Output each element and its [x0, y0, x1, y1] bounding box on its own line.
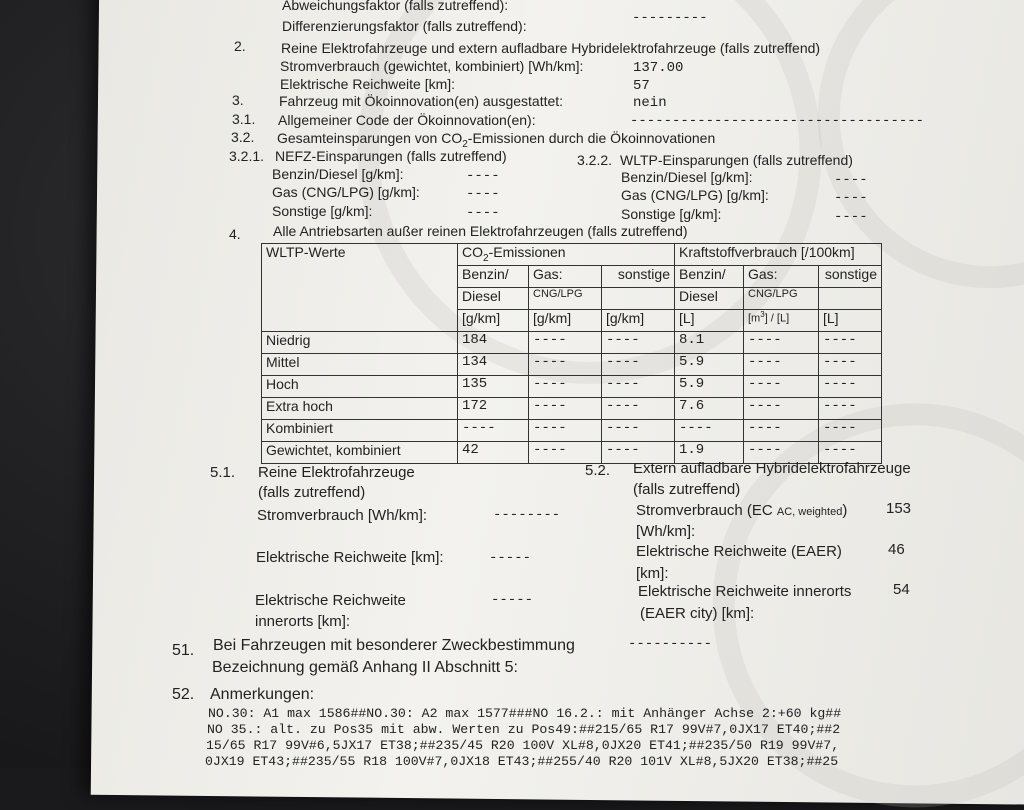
remark-line: 15/65 R17 99V#6,5JX17 ET38;##235/45 R20 100V XL#8,0JX20 ET41;##235/50 R19 99V#7,	[206, 738, 840, 753]
cell-kraft-sonstige: ----	[819, 354, 882, 376]
abweichungsfaktor-label: Abweichungsfaktor (falls zutreffend):	[282, 0, 509, 13]
row-label: Extra hoch	[262, 398, 458, 420]
sec31-label: Allgemeiner Code der Ökoinnovation(en):	[278, 112, 536, 128]
sec52-subtitle: (falls zutreffend)	[633, 481, 741, 498]
cell-co2-benzin: ----	[458, 420, 529, 442]
cell-kraft-gas: ----	[744, 398, 819, 420]
header-diesel-co2: Diesel	[458, 288, 529, 310]
row-label: Mittel	[262, 354, 458, 376]
sec51-innerorts-label-1: Elektrische Reichweite	[255, 592, 406, 609]
sec322-sonstige-label: Sonstige [g/km]:	[621, 206, 722, 222]
sec2-reichweite-label: Elektrische Reichweite [km]:	[280, 76, 456, 92]
differenzierungsfaktor-label: Differenzierungsfaktor (falls zutreffend):	[282, 18, 527, 34]
header-benzin-diesel-co2: Benzin/	[458, 266, 529, 288]
cell-kraft-benzin: 5.9	[675, 376, 744, 398]
sec52b-title: Anmerkungen:	[210, 686, 315, 703]
table-row	[262, 332, 882, 354]
header-unit-kraft-3: [L]	[819, 310, 882, 332]
cell-kraft-sonstige: ----	[819, 376, 882, 398]
header-gas-co2: Gas:	[529, 266, 602, 288]
row-label: Niedrig	[262, 332, 458, 354]
header-unit-co2-2: [g/km]	[529, 310, 602, 332]
sec321-sonstige-value: ----	[466, 205, 500, 221]
cell-co2-sonstige: ----	[602, 442, 675, 464]
sec322-sonstige-value: ----	[834, 209, 868, 225]
sec322-benzin-label: Benzin/Diesel [g/km]:	[621, 169, 753, 185]
header-sonstige-kraft: sonstige	[819, 266, 882, 288]
cell-co2-sonstige: ----	[602, 354, 675, 376]
sec51-innerorts-value: -----	[491, 592, 534, 608]
sec321-gas-value: ----	[466, 186, 500, 202]
sec51b-label-2: Bezeichnung gemäß Anhang II Abschnitt 5:	[212, 659, 518, 676]
cell-kraft-gas: ----	[744, 376, 819, 398]
sec52-city-value: 54	[893, 581, 910, 598]
sec52-title: Extern aufladbare Hybridelektrofahrzeuge	[633, 460, 911, 477]
sec52b-number: 52.	[172, 686, 195, 703]
sec52-eaer-value: 46	[888, 541, 905, 558]
sec2-strom-value: 137.00	[633, 60, 684, 76]
cell-co2-benzin: 134	[458, 354, 529, 376]
sec31-number: 3.1.	[232, 111, 256, 127]
sec3-value: nein	[633, 95, 667, 111]
sec52-strom-unit: [Wh/km]:	[636, 523, 696, 540]
sec2-strom-label: Stromverbrauch (gewichtet, kombiniert) [Wh/km]:	[280, 58, 584, 74]
cell-co2-gas: ----	[529, 332, 602, 354]
table-row	[262, 354, 882, 376]
sec321-benzin-label: Benzin/Diesel [g/km]:	[272, 166, 404, 182]
sec322-benzin-value: ----	[834, 172, 868, 188]
sec31-value: -----------------------------------	[630, 113, 925, 129]
table-row	[262, 376, 882, 398]
cell-kraft-gas: ----	[744, 442, 819, 464]
table-header-row-1	[262, 244, 882, 266]
sec321-sonstige-label: Sonstige [g/km]:	[272, 203, 373, 219]
sec52-city-unit: (EAER city) [km]:	[640, 605, 755, 622]
cell-kraft-benzin: 5.9	[675, 354, 744, 376]
header-diesel-kraft: Diesel	[675, 288, 744, 310]
sec322-title: WLTP-Einsparungen (falls zutreffend)	[620, 152, 853, 168]
co2-header-cell: $CO_2$-Emissionen	[458, 244, 675, 266]
header-gas-kraft: Gas:	[744, 266, 819, 288]
sec321-title: NEFZ-Einsparungen (falls zutreffend)	[275, 148, 507, 164]
cell-kraft-benzin: ----	[675, 420, 744, 442]
sec32-number: 3.2.	[231, 129, 255, 145]
sec2-reichweite-value: 57	[633, 78, 650, 94]
kraftstoff-header-cell: Kraftstoffverbrauch [/100km]	[675, 244, 882, 266]
row-label: Hoch	[262, 376, 458, 398]
table-corner-cell: WLTP-Werte	[262, 244, 458, 332]
cell-kraft-benzin: 1.9	[675, 442, 744, 464]
sec51-innerorts-label-2: innerorts [km]:	[255, 613, 351, 630]
sec51-strom-value: --------	[493, 507, 561, 523]
sec51b-label-1: Bei Fahrzeugen mit besonderer Zweckbestimmung	[213, 637, 575, 654]
row-label: Kombiniert	[262, 420, 458, 442]
table-row	[262, 398, 882, 420]
wltp-table	[261, 243, 882, 464]
row-label: Gewichtet, kombiniert	[262, 442, 458, 464]
differenzierungsfaktor-value: ---------	[632, 10, 708, 26]
sec32-label: Gesamteinsparungen von $CO_2$-Emissionen durch die Ökoinnovationen	[277, 130, 716, 150]
sec52-number: 5.2.	[585, 462, 611, 479]
remark-line: NO 35.: alt. zu Pos35 mit abw. Werten zu Pos49:##215/65 R17 99V#7,0JX17 ET40;##2	[207, 722, 841, 737]
sec321-benzin-value: ----	[466, 168, 500, 184]
cell-co2-sonstige: ----	[602, 376, 675, 398]
cell-kraft-gas: ----	[744, 354, 819, 376]
header-unit-kraft-2: $[m^3] / [L]$	[744, 310, 819, 332]
cell-kraft-gas: ----	[744, 332, 819, 354]
sec52-strom-label: Stromverbrauch (EC AC, weighted)	[636, 502, 848, 519]
sec2-number: 2.	[234, 38, 246, 54]
cell-kraft-sonstige: ----	[819, 398, 882, 420]
header-sonstige-co2: sonstige	[602, 266, 675, 288]
sec51-reichweite-label: Elektrische Reichweite [km]:	[256, 549, 444, 566]
cell-co2-sonstige: ----	[602, 420, 675, 442]
header-cng-co2: CNG/LPG	[529, 288, 602, 310]
sec51-number: 5.1.	[210, 464, 236, 481]
table-row	[262, 420, 882, 442]
cell-co2-sonstige: ----	[602, 332, 675, 354]
sec52-eaer-unit: [km]:	[636, 565, 669, 582]
sec52-city-label: Elektrische Reichweite innerorts	[638, 583, 852, 600]
header-unit-co2-3: [g/km]	[602, 310, 675, 332]
cell-kraft-sonstige: ----	[819, 442, 882, 464]
sec51b-value: ----------	[628, 636, 713, 652]
sec52-eaer-label: Elektrische Reichweite (EAER)	[636, 543, 842, 560]
sec51b-number: 51.	[172, 642, 195, 659]
cell-co2-gas: ----	[529, 398, 602, 420]
cell-co2-gas: ----	[529, 354, 602, 376]
header-unit-kraft-1: [L]	[675, 310, 744, 332]
cell-kraft-gas: ----	[744, 420, 819, 442]
sec3-number: 3.	[232, 92, 244, 108]
cell-co2-gas: ----	[529, 420, 602, 442]
sec3-label: Fahrzeug mit Ökoinnovation(en) ausgestattet:	[279, 93, 564, 109]
sec51-subtitle: (falls zutreffend)	[258, 484, 366, 501]
cell-co2-sonstige: ----	[602, 398, 675, 420]
header-unit-co2-1: [g/km]	[458, 310, 529, 332]
remark-line: NO.30: A1 max 1586##NO.30: A2 max 1577###NO 16.2.: mit Anhänger Achse 2:+60 kg##	[208, 706, 842, 721]
sec2-title: Reine Elektrofahrzeuge und extern aufladbare Hybridelektrofahrzeuge (falls zutreffend)	[281, 40, 821, 56]
remark-line: 0JX19 ET43;##235/55 R18 100V#7,0JX18 ET43;##255/40 R20 101V XL#8,5JX20 ET38;##25	[205, 754, 839, 769]
header-benzin-diesel-kraft: Benzin/	[675, 266, 744, 288]
cell-co2-gas: ----	[529, 376, 602, 398]
sec322-gas-value: ----	[834, 190, 868, 206]
sec4-title: Alle Antriebsarten außer reinen Elektrofahrzeugen (falls zutreffend)	[273, 223, 688, 239]
sec51-strom-label: Stromverbrauch [Wh/km]:	[257, 507, 428, 524]
sec322-gas-label: Gas (CNG/LPG) [g/km]:	[621, 187, 769, 203]
sec51-reichweite-value: -----	[489, 550, 532, 566]
header-cng-kraft: CNG/LPG	[744, 288, 819, 310]
cell-kraft-sonstige: ----	[819, 420, 882, 442]
sec322-number: 3.2.2.	[577, 152, 613, 168]
sec321-number: 3.2.1.	[229, 148, 265, 164]
cell-co2-benzin: 172	[458, 398, 529, 420]
cell-co2-benzin: 135	[458, 376, 529, 398]
cell-kraft-benzin: 8.1	[675, 332, 744, 354]
sec52-strom-value: 153	[886, 500, 912, 517]
cell-co2-benzin: 42	[458, 442, 529, 464]
cell-kraft-sonstige: ----	[819, 332, 882, 354]
cell-kraft-benzin: 7.6	[675, 398, 744, 420]
cell-co2-gas: ----	[529, 442, 602, 464]
sec321-gas-label: Gas (CNG/LPG) [g/km]:	[272, 184, 420, 200]
sec4-number: 4.	[229, 226, 241, 242]
cell-co2-benzin: 184	[458, 332, 529, 354]
sec51-title: Reine Elektrofahrzeuge	[258, 464, 415, 481]
